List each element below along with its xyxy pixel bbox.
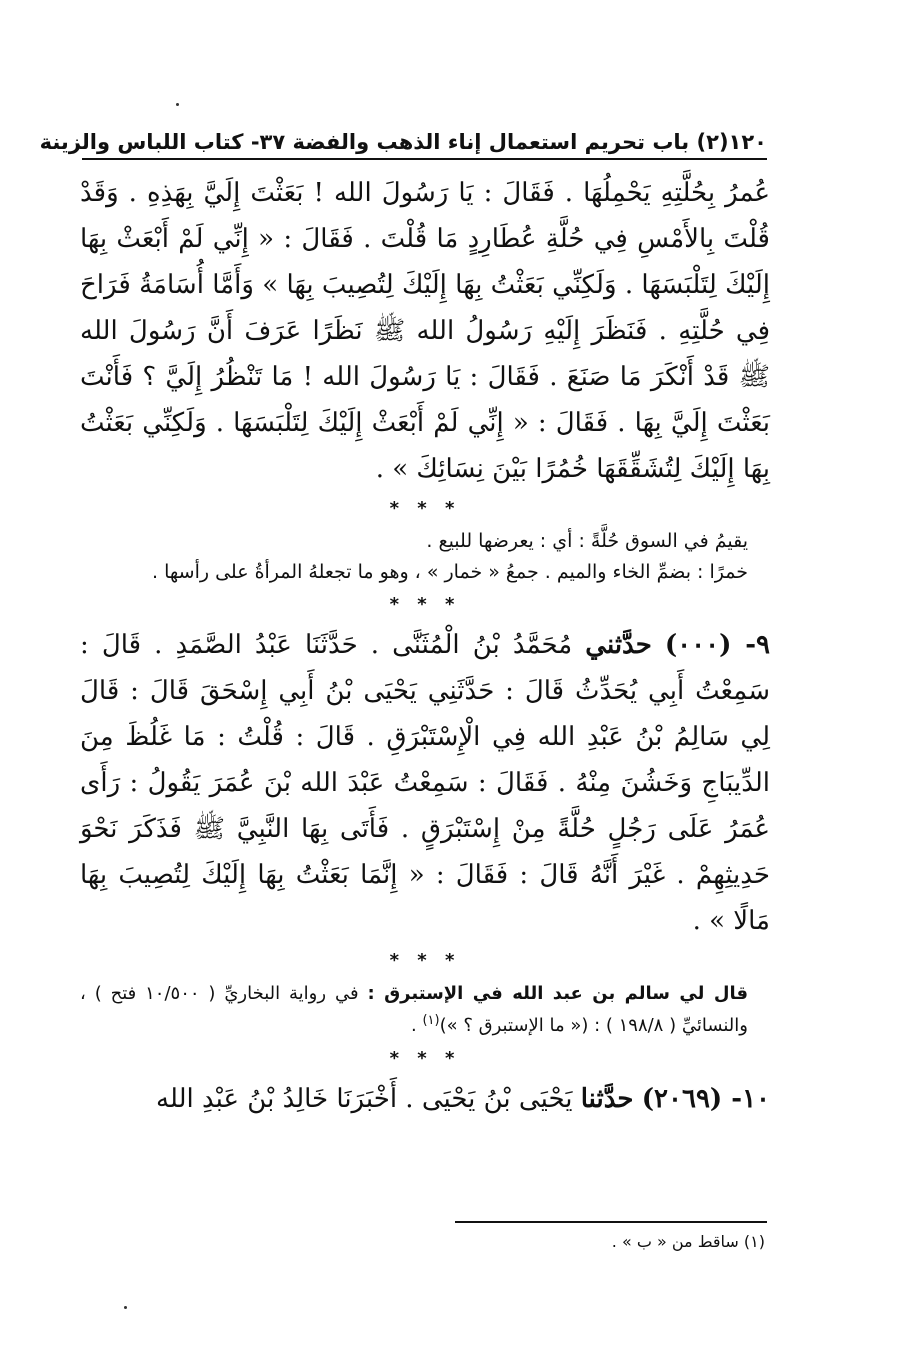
hadith-9 bbox=[80, 622, 770, 944]
footnote-rule bbox=[455, 1221, 767, 1223]
footnote-ref: (١) bbox=[422, 1013, 440, 1028]
hadith-9-number: ٩- (٠٠٠) bbox=[664, 630, 770, 660]
scan-speck bbox=[124, 1306, 127, 1309]
separator: * * * bbox=[389, 950, 461, 971]
hadith-10-number: ١٠- (٢٠٦٩) bbox=[641, 1084, 770, 1114]
commentary-text: في رواية البخاريِّ ( ١٠/٥٠٠ فتح ) ، والنسائيِّ ( ١٩٨/٨ ) : (« ما الإستبرق ؟ ») bbox=[80, 983, 748, 1036]
page-number: ١٢٠ bbox=[728, 130, 767, 154]
header-rule bbox=[82, 158, 767, 160]
hadith-10-text: يَحْيَى بْنُ يَحْيَى . أَخْبَرَنَا خَالِدُ بْنُ عَبْدِ الله bbox=[156, 1084, 573, 1114]
running-title: (٢) باب تحريم استعمال إناء الذهب والفضة ٣٧- كتاب اللباس والزينة bbox=[39, 130, 729, 154]
gloss-hulla: يقيمُ في السوق حُلَّةً : أي : يعرضها للبيع . bbox=[426, 530, 748, 552]
hadith-10 bbox=[80, 1076, 770, 1122]
hadith-9-lead: حدَّثني bbox=[585, 630, 652, 660]
running-header bbox=[39, 122, 767, 156]
hadith-10-lead: حدَّثنا bbox=[580, 1084, 634, 1114]
page-body bbox=[80, 170, 770, 1122]
commentary-end: . bbox=[411, 1015, 417, 1036]
hadith-9-text: مُحَمَّدُ بْنُ الْمُثَنَّى . حَدَّثَنَا عَبْدُ الصَّمَدِ . قَالَ : سَمِعْتُ أَبِي يُحَدِّثُ قَالَ : حَدَّثَنِي يَحْيَى بْنُ أَبِي إِسْحَقَ قَالَ : قَالَ لِي سَالِمُ بْنُ عَبْدِ الله فِي الْإِسْتَبْرَقِ . قَالَ : قُلْتُ : مَا غَلُظَ مِنَ الدِّيبَاجِ وَخَشُنَ مِنْهُ . فَقَالَ : سَمِعْتُ عَبْدَ الله بْنَ عُمَرَ يَقُولُ : رَأَى عُمَرُ عَلَى رَجُلٍ حُلَّةً مِنْ إِسْتَبْرَقٍ . فَأَتَى بِهَا النَّبِيَّ ﷺ فَذَكَرَ نَحْوَ حَدِيثِهِمْ . غَيْرَ أَنَّهُ قَالَ : فَقَالَ : « إِنَّمَا بَعَثْتُ بِهَا إِلَيْكَ لِتُصِيبَ بِهَا مَالًا » . bbox=[80, 630, 770, 936]
separator: * * * bbox=[389, 498, 461, 519]
commentary-lead: قال لي سالم بن عبد الله في الإستبرق : bbox=[367, 983, 748, 1004]
scan-speck bbox=[176, 103, 179, 106]
hadith-continuation: عُمرُ بِحُلَّتِهِ يَحْمِلُهَا . فَقَالَ : يَا رَسُولَ الله ! بَعَثْتَ إِلَيَّ بِهَذِهِ . وَقَدْ قُلْتَ بِالأَمْسِ فِي حُلَّةِ عُطَارِدٍ مَا قُلْتَ . فَقَالَ : « إِنِّي لَمْ أَبْعَثْ بِهَا إِلَيْكَ لِتَلْبَسَهَا . وَلَكِنِّي بَعَثْتُ بِهَا إِلَيْكَ لِتُصِيبَ بِهَا » وَأَمَّا أُسَامَةُ فَرَاحَ فِي حُلَّتِهِ . فَنَظَرَ إِلَيْهِ رَسُولُ الله ﷺ نَظَرًا عَرَفَ أَنَّ رَسُولَ الله ﷺ قَدْ أَنْكَرَ مَا صَنَعَ . فَقَالَ : يَا رَسُولَ الله ! مَا تَنْظُرُ إِلَيَّ ؟ فَأَنْتَ بَعَثْتَ إِلَيَّ بِهَا . فَقَالَ : « إِنِّي لَمْ أَبْعَثْ إِلَيْكَ لِتَلْبَسَهَا . وَلَكِنِّي بَعَثْتُ بِهَا إِلَيْكَ لِتُشَقِّقَهَا خُمُرًا بَيْنَ نِسَائِكَ » . bbox=[80, 178, 771, 484]
footnote: (١) ساقط من « ب » . bbox=[611, 1232, 765, 1251]
commentary-note bbox=[80, 978, 770, 1042]
separator: * * * bbox=[389, 1048, 461, 1069]
gloss-khumur: خمرًا : بضمِّ الخاء والميم . جمعُ « خمار » ، وهو ما تجعلهُ المرأةُ على رأسها . bbox=[152, 561, 748, 583]
separator: * * * bbox=[389, 594, 461, 615]
